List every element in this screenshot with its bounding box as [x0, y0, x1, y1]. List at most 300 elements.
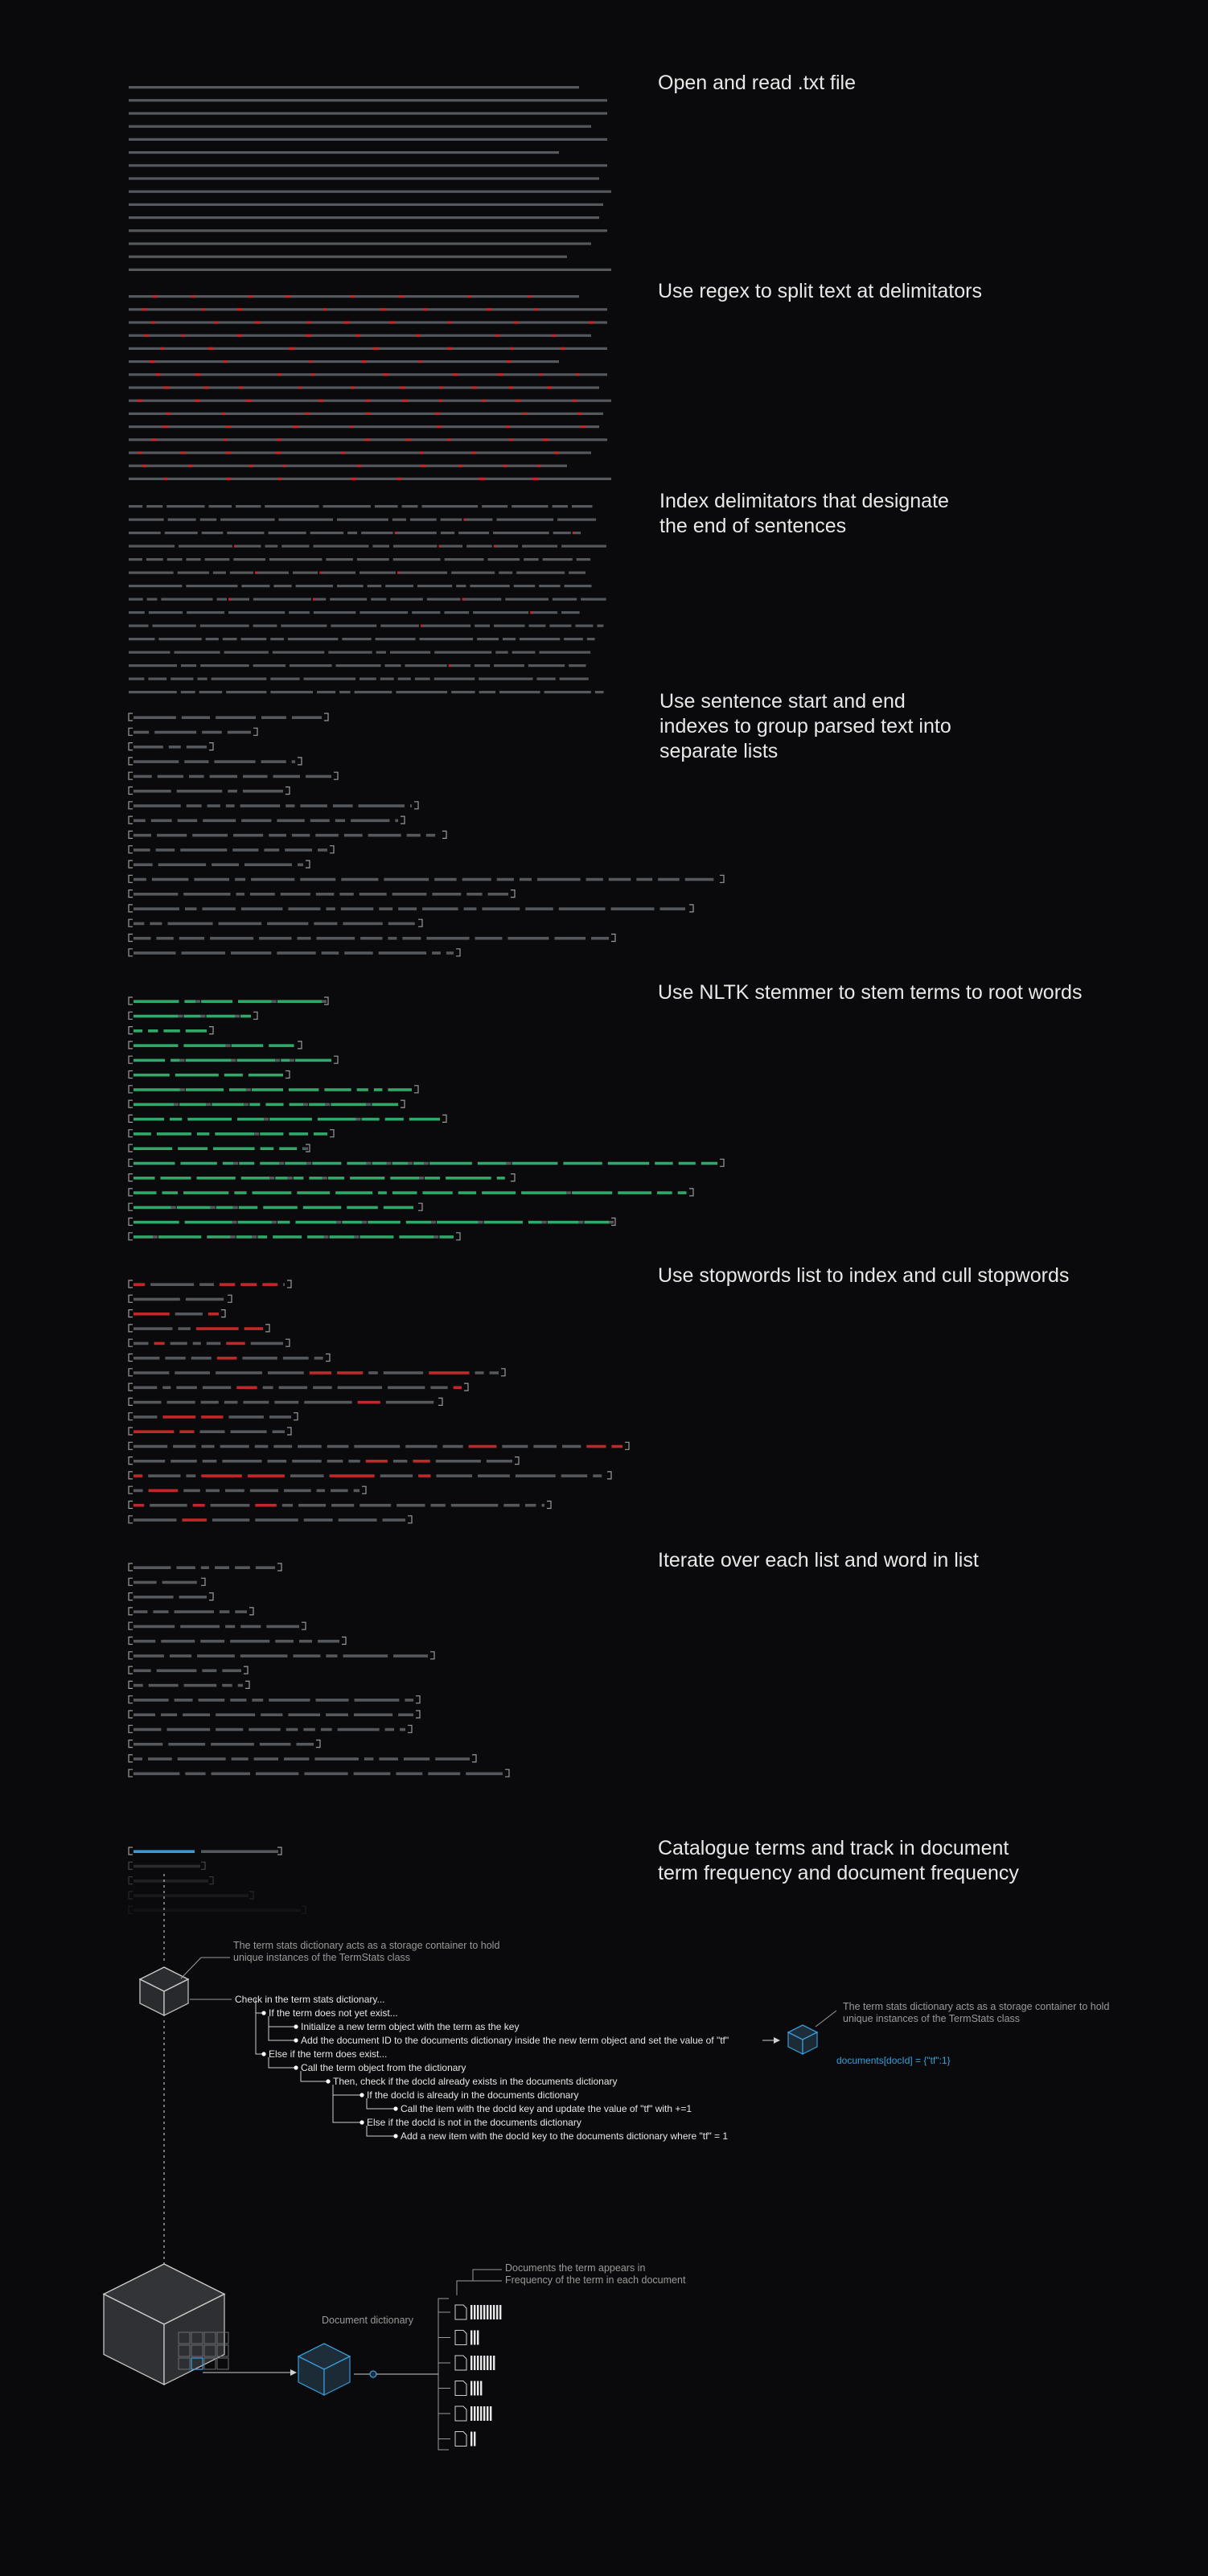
word-mark [235, 878, 245, 881]
word-mark [161, 598, 212, 601]
text-line [129, 191, 611, 193]
word-mark [256, 1566, 275, 1569]
word-mark [431, 1504, 446, 1507]
suffix-mark [206, 1103, 211, 1107]
suffix-mark [431, 1221, 436, 1224]
word-mark [129, 585, 182, 587]
word-mark [267, 1460, 286, 1463]
word-mark [304, 678, 355, 680]
word-mark [194, 878, 229, 881]
word-mark [193, 1342, 201, 1346]
suffix-mark [244, 1103, 249, 1107]
list-bracket-close [209, 1877, 213, 1884]
list-bracket-open [129, 772, 133, 779]
list-bracket-close [689, 1189, 693, 1196]
delimiter-mark [350, 425, 353, 428]
word-mark [398, 1713, 413, 1716]
document-icon [455, 2331, 466, 2345]
list-bracket-close [302, 1906, 306, 1913]
word-mark [213, 572, 226, 574]
suffix-mark [272, 1000, 277, 1003]
delimiter-mark [402, 400, 409, 402]
word-mark [384, 1371, 423, 1374]
word-mark [392, 1162, 408, 1165]
term-frequency-mark [477, 2305, 479, 2319]
word-mark [344, 951, 372, 955]
delimiter-mark [144, 335, 149, 337]
word-mark [215, 1566, 229, 1569]
list-bracket-open [129, 1100, 133, 1107]
word-mark [333, 804, 353, 807]
word-mark [156, 848, 175, 852]
word-mark [451, 664, 470, 667]
word-mark [134, 1757, 142, 1760]
word-mark [487, 1460, 512, 1463]
suffix-mark [171, 1206, 176, 1210]
word-mark [134, 1074, 170, 1077]
word-mark [201, 1850, 278, 1853]
word-mark [458, 1191, 476, 1194]
word-mark [216, 1206, 233, 1210]
list-bracket-open [129, 949, 133, 956]
word-mark [203, 820, 236, 823]
delimiter-mark [153, 295, 158, 298]
list-bracket-open [129, 1295, 133, 1302]
word-mark [274, 1401, 298, 1404]
word-mark [299, 1640, 312, 1643]
word-mark [222, 1460, 261, 1463]
word-mark [228, 611, 285, 614]
word-mark [275, 1177, 287, 1180]
word-mark [380, 625, 419, 627]
word-mark [685, 878, 714, 881]
word-mark [212, 678, 267, 680]
delimiter-mark [341, 451, 346, 454]
word-mark [129, 532, 161, 534]
word-mark [232, 1757, 249, 1760]
list-bracket-open [129, 1847, 133, 1855]
documents-list [438, 2270, 502, 2450]
word-mark [296, 1743, 314, 1746]
delimiter-mark [366, 400, 370, 402]
word-mark [266, 1625, 299, 1629]
word-mark [304, 1773, 347, 1776]
word-mark [314, 1357, 323, 1360]
word-mark [392, 1191, 417, 1194]
suffix-mark [325, 1103, 330, 1107]
delimiter-mark [423, 308, 428, 310]
text-line [129, 256, 567, 258]
delimiter-mark [277, 438, 281, 441]
term-frequency-mark [490, 2356, 491, 2370]
delimiter-mark [539, 373, 542, 376]
word-mark [297, 1191, 330, 1194]
list-bracket-open [129, 1877, 133, 1884]
text-line [129, 177, 599, 179]
word-mark [428, 1773, 460, 1776]
delimiter-mark [514, 321, 519, 323]
word-mark [507, 937, 549, 940]
word-mark [413, 1460, 429, 1463]
word-mark [186, 558, 200, 561]
suffix-mark [275, 1059, 280, 1062]
suffix-mark [288, 1177, 293, 1180]
word-mark [230, 1699, 246, 1702]
word-mark [134, 1191, 156, 1194]
word-mark [285, 848, 312, 852]
delimiter-mark [289, 347, 295, 350]
term-frequency-mark [483, 2305, 485, 2319]
word-mark [572, 505, 592, 507]
word-mark [488, 558, 520, 561]
word-mark [257, 1235, 267, 1239]
word-mark [446, 1177, 491, 1180]
word-mark [134, 1283, 145, 1286]
list-bracket-close [249, 1608, 253, 1615]
list-bracket-close [408, 1516, 412, 1523]
word-mark [399, 1235, 433, 1239]
word-mark [229, 1088, 246, 1091]
list-bracket-close [302, 1622, 306, 1629]
word-mark [341, 907, 373, 910]
delimiter-mark [351, 386, 355, 388]
word-mark [342, 638, 371, 640]
term-frequency-mark [477, 2381, 479, 2396]
flow-node-dot [294, 2065, 298, 2069]
word-mark [310, 532, 343, 534]
word-mark [295, 1221, 336, 1224]
word-mark [321, 1728, 332, 1732]
text-line [129, 86, 579, 88]
term-frequency-mark [490, 2406, 491, 2421]
word-mark [405, 664, 447, 667]
word-mark [185, 1773, 205, 1776]
word-mark [475, 937, 503, 940]
text-line [129, 478, 611, 480]
term-frequency-mark [499, 2305, 501, 2319]
word-mark [273, 1430, 285, 1433]
word-mark [153, 1610, 168, 1613]
word-mark [134, 1684, 143, 1687]
word-mark [212, 1103, 244, 1107]
suffix-mark [354, 1235, 359, 1239]
word-mark [343, 1654, 388, 1658]
word-mark [569, 572, 586, 574]
word-mark [283, 1357, 309, 1360]
list-bracket-open [129, 1071, 133, 1078]
document-icon [455, 2432, 466, 2447]
word-mark [335, 820, 345, 823]
word-mark [275, 1640, 294, 1643]
word-mark [548, 1221, 579, 1224]
list-bracket-close [418, 919, 422, 926]
word-mark [150, 922, 162, 926]
word-mark [223, 1162, 233, 1165]
suffix-mark [272, 1221, 277, 1224]
word-mark [360, 937, 382, 940]
text-line [129, 242, 591, 244]
word-mark [417, 585, 452, 587]
word-mark [134, 1357, 159, 1360]
list-bracket-open [129, 758, 133, 765]
document-icon [455, 2381, 466, 2396]
term-frequency-mark [490, 2305, 491, 2319]
word-mark [220, 519, 274, 521]
list-bracket-open [129, 1159, 133, 1166]
list-bracket-close [720, 1159, 724, 1166]
word-mark [134, 1596, 174, 1599]
list-bracket-close [326, 1354, 330, 1362]
delimiter-mark [439, 386, 443, 388]
word-mark [516, 1474, 556, 1477]
word-mark [185, 907, 196, 910]
leader-line [181, 1958, 201, 1978]
word-mark [166, 1401, 195, 1404]
word-mark [597, 625, 603, 627]
word-mark [129, 651, 170, 654]
list-bracket-open [129, 1339, 133, 1346]
word-mark [183, 893, 230, 896]
word-mark [210, 775, 237, 779]
word-mark [134, 1415, 157, 1419]
delimiter-mark [405, 438, 411, 441]
word-mark [182, 716, 210, 719]
word-mark [514, 585, 535, 587]
text-line [129, 400, 611, 402]
word-mark [482, 505, 507, 507]
word-mark [134, 1743, 162, 1746]
word-mark [182, 951, 225, 955]
word-mark [618, 1191, 651, 1194]
word-mark [261, 716, 286, 719]
suffix-mark [336, 1221, 341, 1224]
list-bracket-close [209, 1593, 213, 1600]
word-mark [564, 638, 583, 640]
word-mark [354, 1773, 391, 1776]
list-bracket-open [129, 1310, 133, 1317]
word-mark [393, 558, 441, 561]
list-bracket-open [129, 1892, 133, 1899]
word-mark [160, 1177, 191, 1180]
word-mark [482, 907, 520, 910]
list-bracket-open [129, 1593, 133, 1600]
word-mark [277, 951, 315, 955]
word-mark [211, 1504, 250, 1507]
word-mark [134, 1489, 143, 1493]
word-mark [366, 1460, 388, 1463]
delimiter-mark [552, 335, 556, 337]
flow-node-dot [360, 2093, 364, 2097]
suffix-mark [303, 1147, 308, 1150]
word-mark [134, 1640, 155, 1643]
word-mark [224, 1074, 243, 1077]
word-mark [330, 1235, 355, 1239]
suffix-mark [231, 1235, 236, 1239]
word-mark [341, 878, 378, 881]
word-mark [380, 678, 394, 680]
word-mark [368, 1221, 400, 1224]
word-mark [216, 1713, 255, 1716]
word-mark [134, 1909, 301, 1912]
word-mark [180, 848, 227, 852]
word-mark [223, 638, 237, 640]
delimiter-mark [155, 373, 160, 376]
current-word-mark [134, 1850, 195, 1853]
word-mark [163, 1029, 179, 1033]
suffix-mark [366, 1103, 371, 1107]
word-mark [134, 1088, 180, 1091]
delimiter-mark [277, 373, 281, 376]
step-check-docid: Then, check if the docId already exists in the documents dictionary [333, 2076, 618, 2087]
word-mark [400, 1728, 405, 1732]
word-mark [310, 820, 330, 823]
word-mark [178, 572, 209, 574]
suffix-mark [269, 1177, 274, 1180]
list-bracket-close [607, 1472, 611, 1479]
word-mark [331, 1504, 354, 1507]
delimiter-mark [181, 335, 184, 337]
word-mark [260, 1743, 291, 1746]
word-mark [200, 519, 216, 521]
word-mark [199, 1430, 224, 1433]
word-mark [475, 625, 490, 627]
term-frequency-mark [474, 2381, 475, 2396]
word-mark [516, 572, 565, 574]
word-mark [134, 1625, 175, 1629]
word-mark [148, 1474, 180, 1477]
word-mark [149, 1684, 179, 1687]
word-mark [443, 1445, 463, 1448]
word-mark [339, 1518, 377, 1522]
suffix-mark [180, 1059, 185, 1062]
list-bracket-open [129, 1413, 133, 1420]
list-bracket-open [129, 1472, 133, 1479]
word-mark [357, 558, 389, 561]
suffix-mark [178, 1015, 183, 1018]
word-mark [273, 1235, 302, 1239]
delimiter-mark [576, 373, 579, 376]
word-mark [226, 804, 235, 807]
word-mark [390, 1177, 419, 1180]
word-mark [358, 1401, 380, 1404]
delimiter-mark [223, 360, 227, 363]
word-mark [134, 731, 149, 734]
delimiter-mark [142, 465, 147, 467]
word-mark [549, 625, 571, 627]
word-mark [344, 834, 363, 837]
delimiter-mark [249, 295, 253, 298]
word-mark [405, 1445, 437, 1448]
word-mark [147, 598, 158, 601]
delimiter-mark [225, 425, 232, 428]
word-mark [184, 1000, 195, 1003]
word-mark [207, 1235, 230, 1239]
word-mark [240, 1625, 261, 1629]
word-mark [360, 572, 396, 574]
word-mark [315, 598, 326, 601]
word-mark [410, 804, 412, 807]
word-mark [196, 1177, 235, 1180]
word-mark [129, 545, 175, 548]
delimiter-mark [580, 425, 586, 428]
text-line [129, 151, 559, 154]
word-mark [338, 1728, 380, 1732]
list-bracket-open [129, 875, 133, 882]
word-mark [134, 1000, 179, 1003]
delimiter-mark [350, 295, 355, 298]
word-mark [313, 545, 368, 548]
word-mark [149, 611, 183, 614]
word-mark [425, 1177, 440, 1180]
word-mark [206, 1015, 234, 1018]
term-frequency-mark [474, 2406, 475, 2421]
word-mark [354, 1489, 360, 1493]
word-mark [554, 937, 586, 940]
word-mark [544, 691, 591, 693]
delimiter-mark [164, 478, 167, 480]
suffix-mark [507, 1162, 512, 1165]
word-mark [441, 532, 454, 534]
word-mark [175, 1610, 214, 1613]
delimiter-mark [224, 438, 227, 441]
flow-connector [256, 1999, 262, 2054]
word-mark [232, 1044, 264, 1047]
word-mark [129, 558, 142, 561]
list-bracket-close [286, 1071, 290, 1078]
suffix-mark [279, 1162, 284, 1165]
word-mark [239, 1162, 254, 1165]
word-mark [265, 545, 277, 548]
word-mark [212, 863, 239, 866]
word-mark [388, 937, 397, 940]
list-bracket-open [129, 1502, 133, 1509]
section-title-open-read: Open and read .txt file [658, 72, 856, 94]
word-mark [231, 1430, 267, 1433]
word-mark [255, 1445, 269, 1448]
word-mark [347, 532, 357, 534]
word-mark [179, 1596, 207, 1599]
word-mark [289, 1132, 308, 1136]
list-bracket-close [464, 1383, 468, 1391]
documents-code-label: documents[docId] = {"tf":1} [836, 2055, 951, 2066]
word-mark [253, 625, 277, 627]
word-mark [496, 545, 518, 548]
word-mark [134, 760, 179, 763]
word-mark [201, 1415, 223, 1419]
word-mark [388, 922, 415, 926]
word-mark [528, 1221, 542, 1224]
list-bracket-open [129, 1354, 133, 1362]
word-mark [148, 1757, 172, 1760]
delimiter-mark [439, 400, 442, 402]
delimiter-mark [195, 373, 200, 376]
list-bracket-open [129, 1056, 133, 1063]
word-mark [202, 731, 222, 734]
word-mark [184, 760, 208, 763]
word-mark [220, 1610, 229, 1613]
word-mark [197, 1654, 235, 1658]
word-mark [227, 532, 264, 534]
delimiter-mark [435, 413, 440, 415]
word-mark [186, 1298, 224, 1301]
word-mark [157, 834, 187, 837]
list-bracket-close [416, 1711, 420, 1718]
word-mark [522, 545, 557, 548]
list-bracket-open [129, 1755, 133, 1762]
word-mark [434, 651, 491, 654]
inner-cube [217, 2358, 228, 2369]
list-bracket-open [129, 1696, 133, 1703]
